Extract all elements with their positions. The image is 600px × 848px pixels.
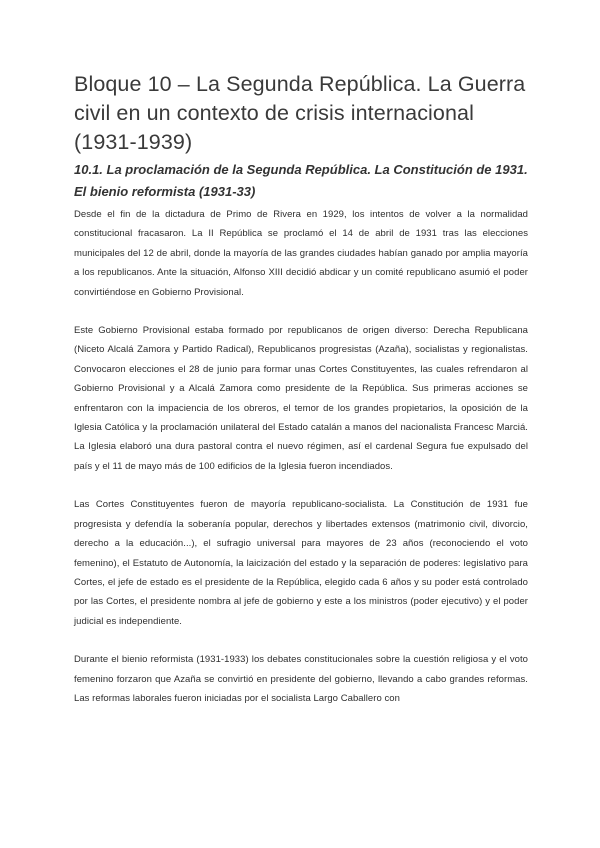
paragraph-3: Las Cortes Constituyentes fueron de mayoría republicano-socialista. La Constitución de 1931 fue progresista y defendía la soberanía popular, derechos y libertades extensos (matrimonio civil, divorcio, derecho a la educación...), el sufragio universal para mayores de 23 años (reconociendo el voto femenino), el Estatuto de Autonomía, la laicización del estado y la separación de poderes: legislativo para Cortes, el jefe de estado es el presidente de la República, elegido cada 6 años y su poder está controlado por las Cortes, el presidente nombra al jefe de gobierno y este a los ministros (poder ejecutivo) y el poder judicial es independiente. (74, 499, 528, 627)
paragraph-4: Durante el bienio reformista (1931-1933) los debates constitucionales sobre la cuestión religiosa y el voto femenino forzaron que Azaña se convirtió en presidente del gobierno, llevando a cabo grandes reformas. Las reformas laborales fueron iniciadas por el socialista Largo Caballero con (74, 654, 528, 704)
document-page (74, 70, 528, 708)
document-title: Bloque 10 – La Segunda República. La Guerra civil en un contexto de crisis internacional (1931-1939) (74, 72, 526, 154)
paragraph-1: Desde el fin de la dictadura de Primo de Rivera en 1929, los intentos de volver a la normalidad constitucional fracasaron. La II República se proclamó el 14 de abril de 1931 tras las elecciones municipales del 12 de abril, donde la mayoría de las grandes ciudades habían ganado por amplia mayoría a los republicanos. Ante la situación, Alfonso XIII decidió abdicar y un comité republicano asumió el poder convirtiéndose en Gobierno Provisional. (74, 209, 528, 298)
paragraph-2: Este Gobierno Provisional estaba formado por republicanos de origen diverso: Derecha Republicana (Niceto Alcalá Zamora y Partido Radical), Republicanos progresistas (Azaña), socialistas y regionalistas. Convocaron elecciones el 28 de junio para formar unas Cortes Constituyentes, las cuales refrendaron al Gobierno Provisional y a Alcalá Zamora como presidente de la República. Sus primeras acciones se enfrentaron con la impaciencia de los obreros, el temor de los grandes propietarios, la oposición de la Iglesia Católica y la proclamación unilateral del Estado catalán a manos del nacionalista Francesc Marciá. La Iglesia elaboró una dura pastoral contra el nuevo régimen, así el cardenal Segura fue expulsado del país y el 11 de mayo más de 100 edificios de la Iglesia fueron incendiados. (74, 325, 528, 472)
section-heading: 10.1. La proclamación de la Segunda República. La Constitución de 1931. El bienio reformista (1931-33) (74, 162, 528, 199)
